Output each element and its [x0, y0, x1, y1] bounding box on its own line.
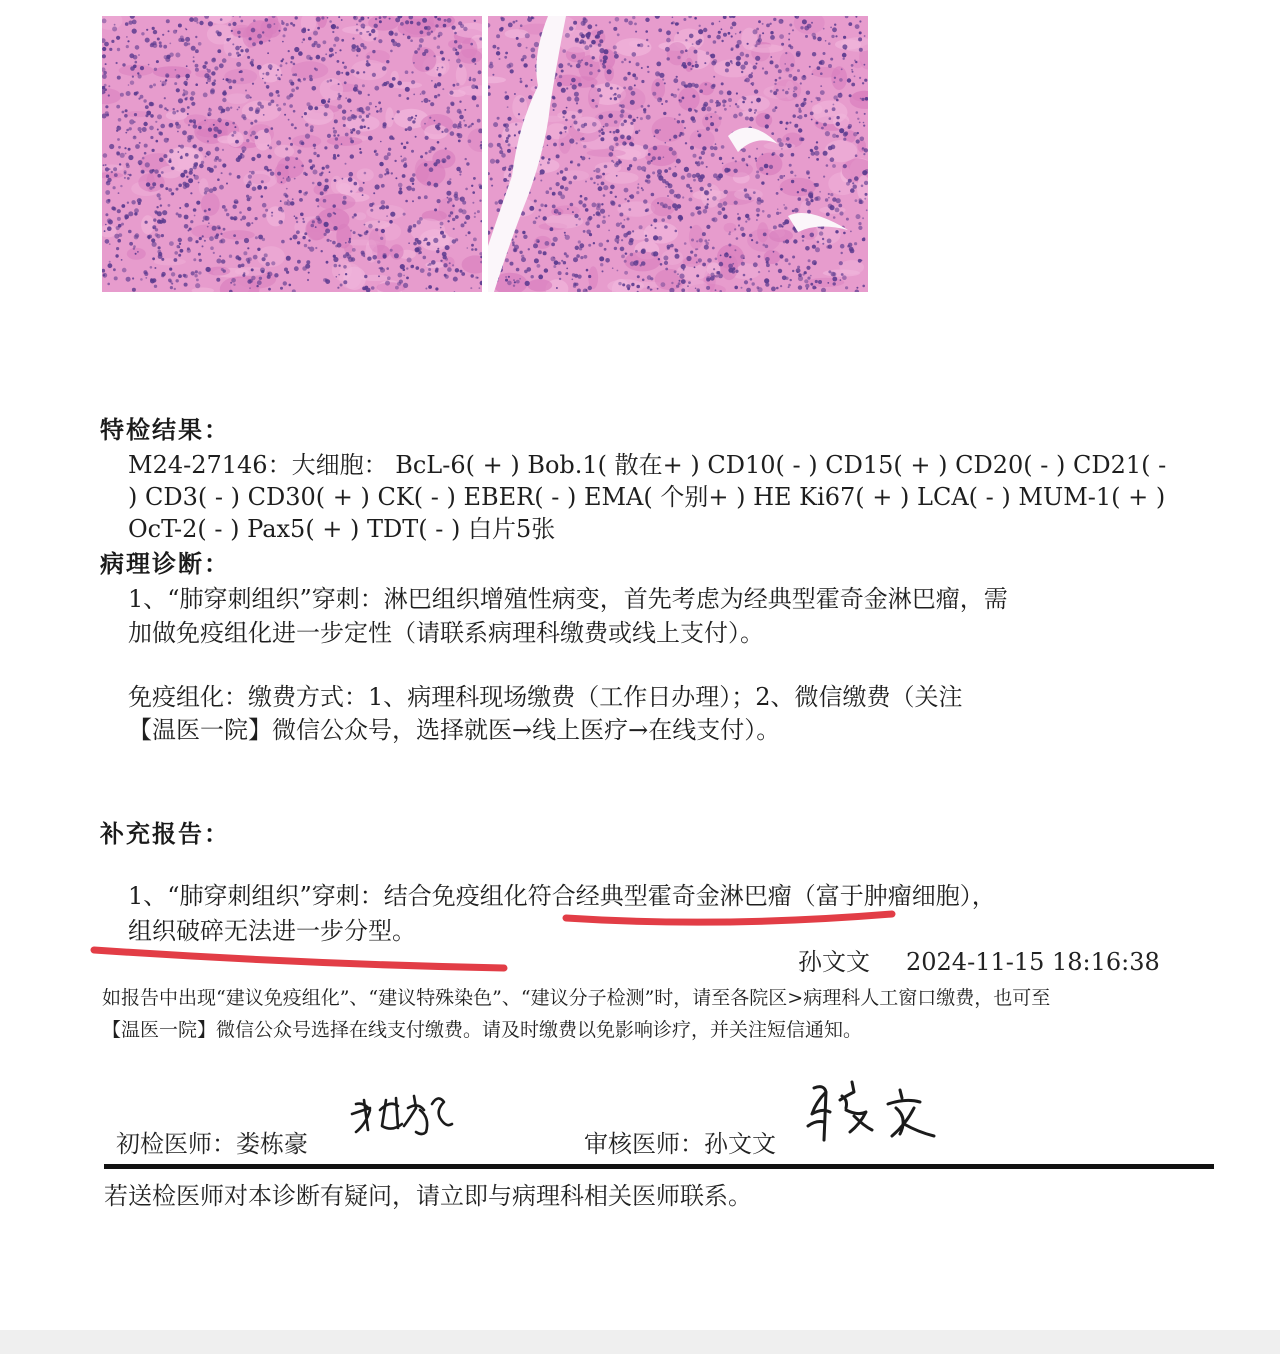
histology-image-left	[102, 16, 482, 292]
report-timestamp: 2024-11-15 18:16:38	[906, 948, 1160, 976]
supplementary-line: 组织破碎无法进一步分型。	[128, 917, 416, 945]
payment-method-line: 【温医一院】微信公众号，选择就医→线上医疗→在线支付）。	[128, 716, 781, 744]
special-exam-heading: 特检结果：	[100, 416, 230, 444]
footer-note: 若送检医师对本诊断有疑问，请立即与病理科相关医师联系。	[104, 1182, 752, 1210]
payment-method-line: 免疫组化：缴费方式：1、病理科现场缴费（工作日办理）；2、微信缴费（关注	[128, 683, 963, 711]
payment-notice-line: 如报告中出现“建议免疫组化”、“建议特殊染色”、“建议分子检测”时，请至各院区>病理科人工窗口缴费，也可至	[102, 987, 1051, 1009]
diagnosis-line: 加做免疫组化进一步定性（请联系病理科缴费或线上支付）。	[128, 619, 764, 647]
page-bottom-band	[0, 1330, 1280, 1354]
reviewer-signature	[808, 1082, 934, 1140]
footer-divider	[104, 1164, 1214, 1169]
payment-notice-line: 【温医一院】微信公众号选择在线支付缴费。请及时缴费以免影响诊疗，并关注短信通知。	[102, 1019, 863, 1041]
initial-doctor-label: 初检医师：娄栋豪	[116, 1130, 308, 1158]
special-exam-line: M24-27146：大细胞： BcL-6( + ) Bob.1( 散在+ ) CD10( - ) CD15( + ) CD20( - ) CD21( -	[128, 451, 1167, 479]
underline-diagnosis-result	[566, 914, 892, 922]
special-exam-line: OcT-2( - ) Pax5( + ) TDT( - ) 白片5张	[128, 515, 556, 543]
report-signer-name: 孙文文	[798, 948, 870, 976]
supplementary-report-heading: 补充报告：	[100, 820, 230, 848]
pathology-diagnosis-heading: 病理诊断：	[100, 550, 230, 578]
histology-image-right	[488, 16, 868, 292]
special-exam-line: ) CD3( - ) CD30( + ) CK( - ) EBER( - ) EMA( 个别+ ) HE Ki67( + ) LCA( - ) MUM-1( + )	[128, 483, 1166, 511]
diagnosis-line: 1、“肺穿刺组织”穿刺：淋巴组织增殖性病变，首先考虑为经典型霍奇金淋巴瘤，需	[128, 585, 1008, 613]
supplementary-line: 1、“肺穿刺组织”穿刺：结合免疫组化符合经典型霍奇金淋巴瘤（富于肿瘤细胞），	[128, 882, 996, 910]
underline-unable-to-subtype	[94, 950, 504, 968]
reviewer-doctor-label: 审核医师：孙文文	[584, 1130, 776, 1158]
report-signer-line	[798, 942, 1160, 977]
initial-doctor-signature	[352, 1096, 452, 1134]
